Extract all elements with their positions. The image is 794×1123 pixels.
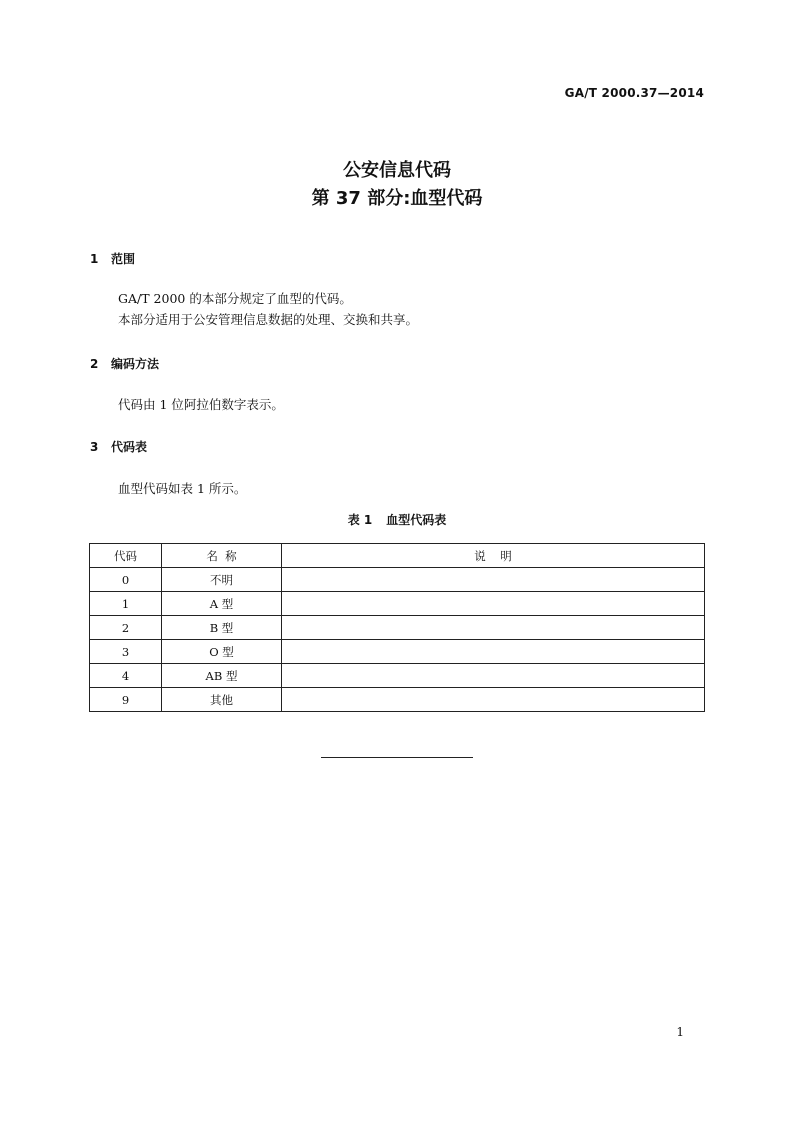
table-row [90, 616, 705, 640]
section-title: 编码方法 [111, 357, 160, 371]
header-code: 代码 [90, 544, 162, 568]
paragraph: 血型代码如表 1 所示。 [118, 481, 247, 496]
table-row [90, 640, 705, 664]
cell-name: 其他 [162, 688, 282, 712]
header-description: 说 明 [282, 544, 705, 568]
cell-code: 2 [90, 616, 162, 640]
cell-description [282, 640, 705, 664]
section-title: 代码表 [111, 440, 148, 454]
table-row [90, 592, 705, 616]
cell-code: 9 [90, 688, 162, 712]
table-row [90, 568, 705, 592]
table-row [90, 688, 705, 712]
document-title-main: 公安信息代码 [343, 160, 451, 181]
cell-description [282, 568, 705, 592]
cell-description [282, 616, 705, 640]
table-caption-title: 血型代码表 [386, 513, 447, 527]
blood-type-code-table [89, 543, 705, 712]
cell-name: O 型 [162, 640, 282, 664]
document-title-part: 第 37 部分:血型代码 [311, 188, 483, 209]
standard-code: GA/T 2000.37—2014 [564, 86, 704, 100]
cell-code: 0 [90, 568, 162, 592]
section-heading-coding-method [90, 355, 159, 372]
paragraph: GA/T 2000 的本部分规定了血型的代码。 [118, 291, 352, 306]
section-heading-scope [90, 250, 135, 267]
table-caption-number: 表 1 [347, 513, 373, 527]
section-number: 2 [90, 357, 99, 371]
section-heading-code-table [90, 438, 147, 455]
section-number: 3 [90, 440, 99, 454]
paragraph: 代码由 1 位阿拉伯数字表示。 [118, 397, 284, 412]
cell-name: B 型 [162, 616, 282, 640]
header-name: 名 称 [162, 544, 282, 568]
cell-name: AB 型 [162, 664, 282, 688]
table-caption [0, 511, 794, 528]
end-of-document-rule [321, 757, 473, 758]
cell-name: A 型 [162, 592, 282, 616]
table-header-row [90, 544, 705, 568]
paragraph: 本部分适用于公安管理信息数据的处理、交换和共享。 [118, 312, 419, 327]
section-number: 1 [90, 252, 99, 266]
cell-description [282, 688, 705, 712]
cell-description [282, 664, 705, 688]
table-row [90, 664, 705, 688]
cell-code: 3 [90, 640, 162, 664]
section-title: 范围 [111, 252, 136, 266]
cell-name: 不明 [162, 568, 282, 592]
cell-description [282, 592, 705, 616]
page-number: 1 [676, 1025, 684, 1039]
cell-code: 4 [90, 664, 162, 688]
cell-code: 1 [90, 592, 162, 616]
